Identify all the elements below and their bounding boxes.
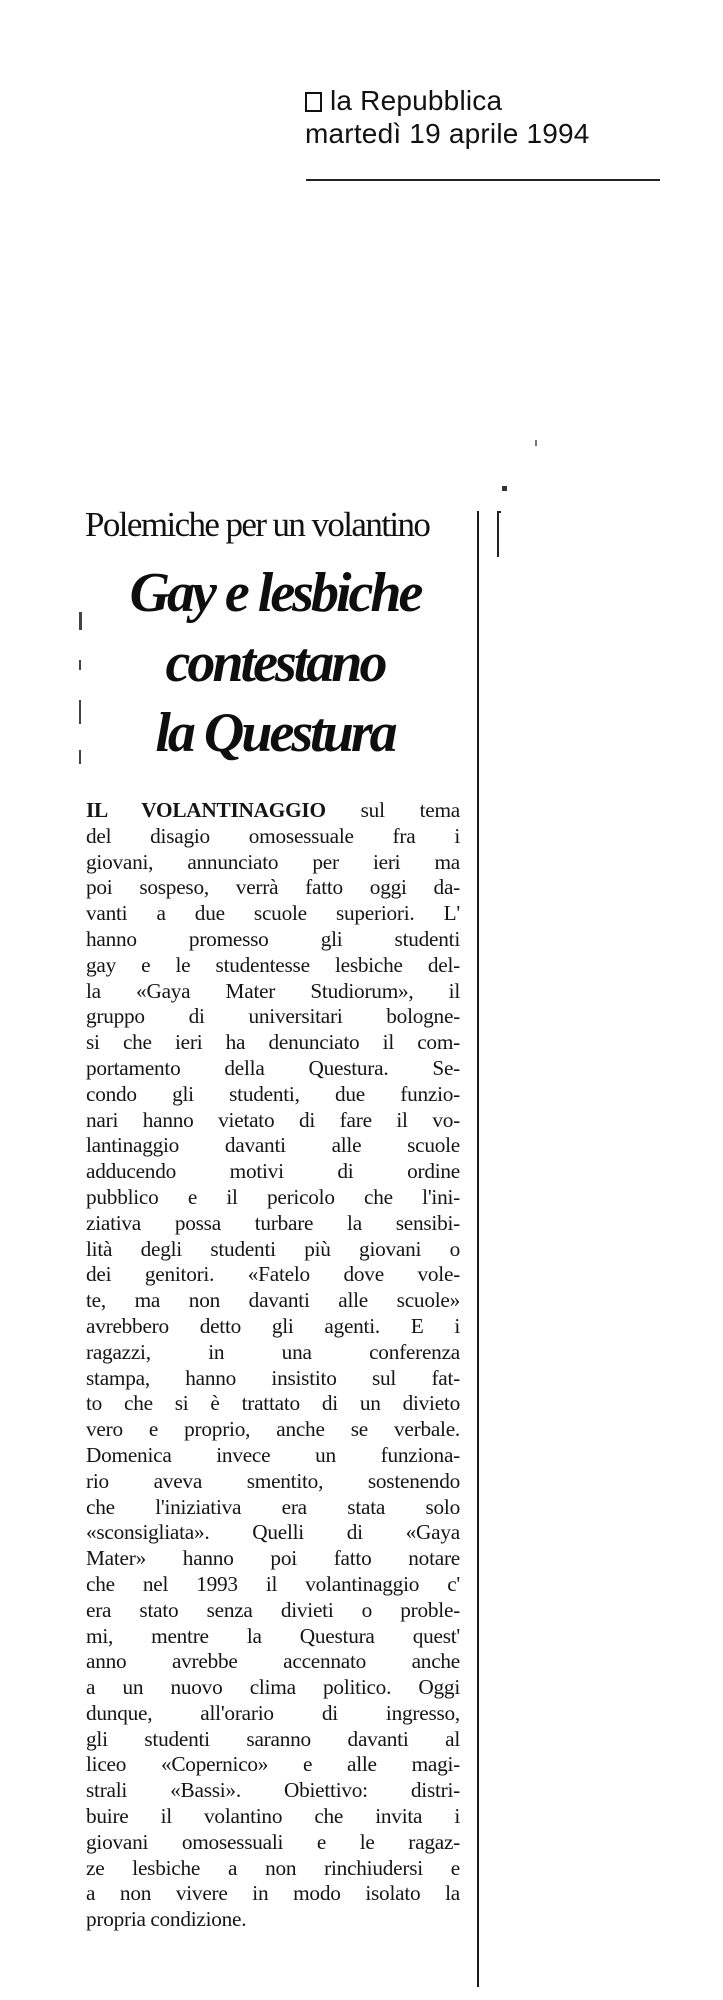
headline-line: Gay e lesbiche [129,562,421,624]
body-line: rio aveva smentito, sostenendo [86,1468,460,1493]
body-line: portamento della Questura. Se- [86,1055,460,1080]
body-line: anno avrebbe accennato anche [86,1649,460,1674]
article-body [86,798,460,1933]
body-line: vanti a due scuole superiori. L' [86,901,460,926]
body-line: a un nuovo clima politico. Oggi [86,1675,460,1700]
body-line: strali «Bassi». Obiettivo: distri- [86,1778,460,1803]
column-bracket [497,511,501,557]
body-line: avrebbero detto gli agenti. E i [86,1313,460,1338]
body-line: gay e le studentesse lesbiche del- [86,952,460,977]
body-line: ragazzi, in una conferenza [86,1339,460,1364]
body-line: poi sospeso, verrà fatto oggi da- [86,875,460,900]
body-line: era stato senza divieti o proble- [86,1597,460,1622]
body-line: la «Gaya Mater Studiorum», il [86,978,460,1003]
newspaper-name-line [305,84,590,117]
body-line: pubblico e il pericolo che l'ini- [86,1184,460,1209]
body-line: che nel 1993 il volantinaggio c' [86,1571,460,1596]
body-line: lità degli studenti più giovani o [86,1236,460,1261]
body-line: del disagio omosessuale fra i [86,823,460,848]
header-rule [306,179,660,181]
body-line: gli studenti saranno davanti al [86,1726,460,1751]
body-line: mi, mentre la Questura quest' [86,1623,460,1648]
body-line-text: sul tema [325,798,461,822]
scan-edge-mark [79,700,81,724]
lead-words: IL VOLANTINAGGIO [86,798,326,822]
scan-edge-mark [79,660,81,670]
body-line: propria condizione. [86,1907,247,1932]
newspaper-source [305,84,590,150]
column-rule [477,511,479,1987]
scan-edge-mark [79,612,82,630]
body-line: giovani omosessuali e le ragaz- [86,1829,460,1854]
body-line: Mater» hanno poi fatto notare [86,1546,460,1571]
body-line: vero e proprio, anche se verbale. [86,1417,460,1442]
body-line: si che ieri ha denunciato il com- [86,1030,460,1055]
headline-line: contestano [165,632,385,694]
body-line: buire il volantino che invita i [86,1804,460,1829]
body-line: nari hanno vietato di fare il vo- [86,1107,460,1132]
body-line: che l'iniziativa era stata solo [86,1494,460,1519]
body-line: gruppo di universitari bologne- [86,1004,460,1029]
square-outline-icon [305,92,322,112]
body-line: lantinaggio davanti alle scuole [86,1133,460,1158]
body-line: dei genitori. «Fatelo dove vole- [86,1262,460,1287]
headline-line: la Questura [155,702,395,764]
body-line: stampa, hanno insistito sul fat- [86,1365,460,1390]
article-headline [90,558,460,768]
publication-date: martedì 19 aprile 1994 [305,118,590,149]
scan-edge-mark [79,750,81,764]
body-line: giovani, annunciato per ieri ma [86,849,460,874]
scan-speck [502,486,507,491]
body-line: condo gli studenti, due funzio- [86,1081,460,1106]
scan-speck [535,440,537,446]
body-line: hanno promesso gli studenti [86,926,460,951]
body-line: dunque, all'orario di ingresso, [86,1700,460,1725]
body-line: «sconsigliata». Quelli di «Gaya [86,1520,460,1545]
body-line: to che si è trattato di un divieto [86,1391,460,1416]
body-line [86,798,460,824]
body-line: adducendo motivi di ordine [86,1159,460,1184]
newspaper-name: la Repubblica [330,85,503,116]
body-line: Domenica invece un funziona- [86,1442,460,1467]
body-line: te, ma non davanti alle scuole» [86,1288,460,1313]
body-line: ziativa possa turbare la sensibi- [86,1210,460,1235]
body-line: ze lesbiche a non rinchiudersi e [86,1855,460,1880]
body-line: a non vivere in modo isolato la [86,1881,460,1906]
article-kicker: Polemiche per un volantino [85,505,430,544]
body-line: liceo «Copernico» e alle magi- [86,1752,460,1777]
